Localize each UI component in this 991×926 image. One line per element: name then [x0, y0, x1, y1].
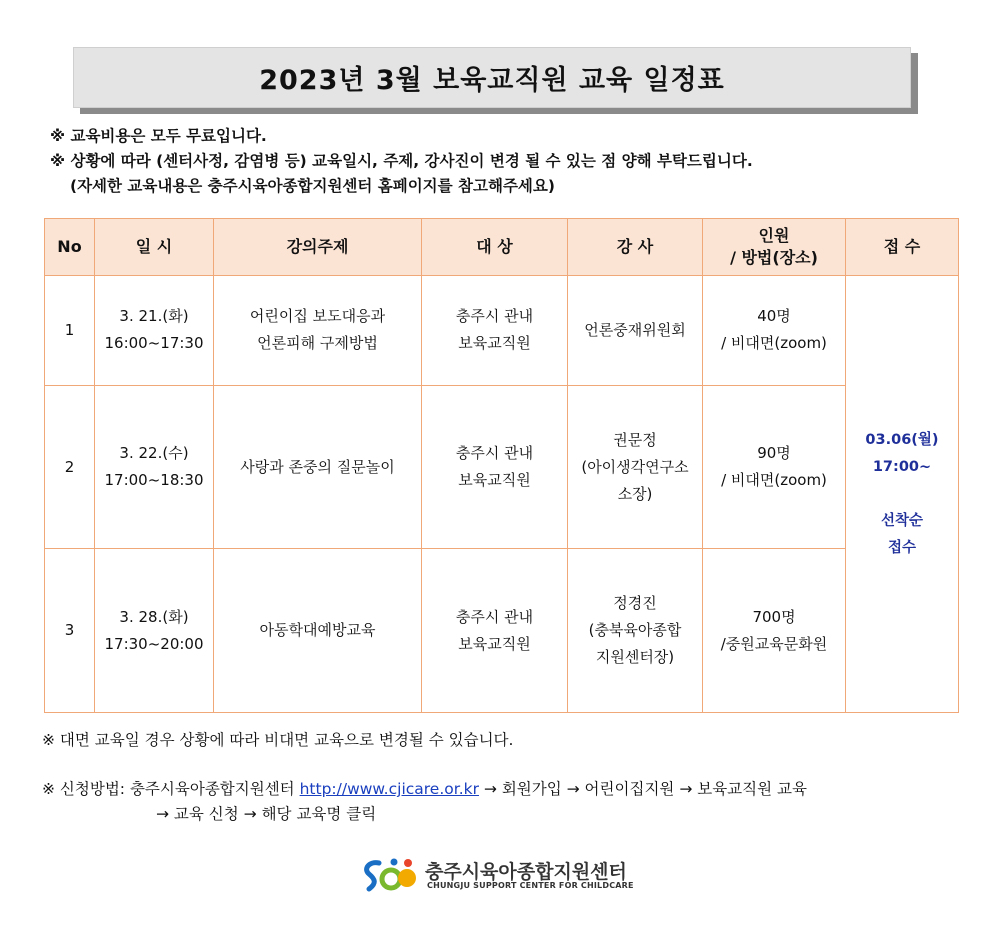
cell-target-line2: 보육교직원 — [458, 634, 531, 653]
apply-prefix: ※ 신청방법: 충주시육아종합지원센터 — [42, 780, 300, 798]
cell-topic — [214, 549, 422, 713]
notice-change: ※ 상황에 따라 (센터사정, 감염병 등) 교육일시, 주제, 강사진이 변경 될 수 있는 점 양해 부탁드립니다. — [50, 152, 753, 170]
cell-no: 2 — [45, 385, 95, 549]
cell-datetime — [95, 385, 214, 549]
header-people — [703, 219, 846, 276]
cell-date: 3. 22.(수) — [119, 444, 189, 463]
cell-date: 3. 21.(화) — [119, 307, 189, 326]
page-title: 2023년 3월 보육교직원 교육 일정표 — [73, 47, 911, 108]
header-target: 대 상 — [422, 219, 568, 276]
cell-target — [422, 549, 568, 713]
footer-apply-method — [42, 777, 807, 827]
cell-date: 3. 28.(화) — [119, 607, 189, 626]
registration-method-line2: 접수 — [887, 539, 916, 556]
footer-note-offline: ※ 대면 교육일 경우 상황에 따라 비대면 교육으로 변경될 수 있습니다. — [42, 731, 514, 749]
cell-lecturer — [568, 385, 703, 549]
header-topic: 강의주제 — [214, 219, 422, 276]
logo-english-name: CHUNGJU SUPPORT CENTER FOR CHILDCARE — [427, 881, 634, 890]
apply-suffix: → 회원가입 → 어린이집지원 → 보육교직원 교육 — [478, 780, 807, 798]
cell-lecturer-line3: 지원센터장) — [595, 648, 675, 667]
apply-line2: → 교육 신청 → 해당 교육명 클릭 — [156, 805, 377, 823]
registration-method-line1: 선착순 — [880, 512, 924, 529]
logo-korean-name: 충주시육아종합지원센터 — [425, 861, 627, 883]
cell-no: 1 — [45, 276, 95, 386]
cell-people-count: 90명 — [757, 444, 791, 463]
table-row — [45, 385, 959, 549]
cell-topic-line1: 어린이집 보도대응과 — [249, 307, 386, 326]
cell-topic-line1: 사랑과 존중의 질문놀이 — [240, 457, 395, 476]
cell-target-line1: 충주시 관내 — [455, 607, 534, 626]
cell-target-line2: 보육교직원 — [458, 334, 531, 353]
cell-time: 16:00~17:30 — [104, 334, 204, 353]
table-row — [45, 549, 959, 713]
cell-topic-line1: 아동학대예방교육 — [259, 621, 376, 640]
cell-no: 3 — [45, 549, 95, 713]
registration-date: 03.06(월) — [865, 431, 939, 448]
table-row — [45, 276, 959, 386]
cell-lecturer-line2: (아이생각연구소 — [581, 457, 689, 476]
cell-people-count: 40명 — [757, 307, 791, 326]
center-logo — [361, 855, 641, 895]
cell-registration — [846, 276, 959, 713]
cell-lecturer-line1: 언론중재위원회 — [584, 320, 686, 339]
apply-line1 — [42, 777, 807, 802]
cell-target — [422, 385, 568, 549]
cell-datetime — [95, 549, 214, 713]
cell-method: / 비대면(zoom) — [721, 334, 827, 353]
cell-time: 17:30~20:00 — [104, 634, 204, 653]
cell-people — [703, 385, 846, 549]
cell-lecturer-line2: (충북육아종합 — [588, 621, 682, 640]
cell-method: / 비대면(zoom) — [721, 471, 827, 490]
cell-time: 17:00~18:30 — [104, 471, 204, 490]
cell-target-line2: 보육교직원 — [458, 471, 531, 490]
header-people-line2: / 방법(장소) — [730, 248, 818, 267]
header-datetime: 일 시 — [95, 219, 214, 276]
schedule-table — [44, 218, 959, 713]
notice-list — [50, 124, 753, 199]
cell-lecturer-line3: 소장) — [617, 484, 653, 503]
header-people-line1: 인원 — [758, 226, 790, 245]
cell-datetime — [95, 276, 214, 386]
cell-lecturer — [568, 549, 703, 713]
cell-topic-line2: 언론피해 구제방법 — [257, 334, 378, 353]
cell-lecturer-line1: 권문정 — [613, 430, 657, 449]
cell-people — [703, 549, 846, 713]
cell-lecturer-line1: 정경진 — [613, 594, 657, 613]
cell-target — [422, 276, 568, 386]
notice-free: ※ 교육비용은 모두 무료입니다. — [50, 127, 267, 145]
cell-lecturer — [568, 276, 703, 386]
cell-people — [703, 276, 846, 386]
header-no: No — [45, 219, 95, 276]
cell-topic — [214, 276, 422, 386]
table-header-row — [45, 219, 959, 276]
registration-time: 17:00~ — [872, 458, 932, 475]
cell-target-line1: 충주시 관내 — [455, 307, 534, 326]
homepage-link[interactable]: http://www.cjicare.or.kr — [299, 780, 479, 798]
header-registration: 접 수 — [846, 219, 959, 276]
cell-method: /중원교육문화원 — [720, 634, 828, 653]
childcare-center-logo-icon — [361, 855, 421, 895]
cell-people-count: 700명 — [752, 607, 796, 626]
header-lecturer: 강 사 — [568, 219, 703, 276]
cell-target-line1: 충주시 관내 — [455, 444, 534, 463]
cell-topic — [214, 385, 422, 549]
notice-homepage: (자세한 교육내용은 충주시육아종합지원센터 홈페이지를 참고해주세요) — [70, 177, 555, 195]
